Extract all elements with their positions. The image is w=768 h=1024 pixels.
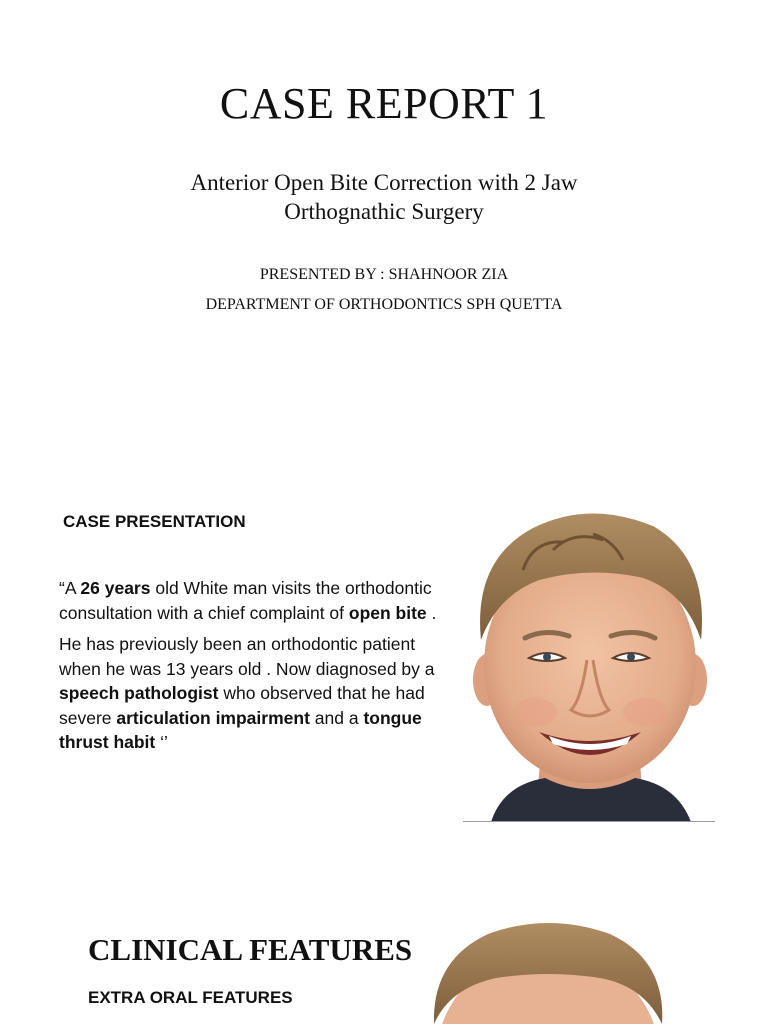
presenter-line: PRESENTED BY : SHAHNOOR ZIA xyxy=(259,266,509,283)
text-run: old White man visits the orthodontic consultation with a chief complaint of xyxy=(59,578,432,623)
case-presentation-slide xyxy=(0,440,768,860)
subtitle-line-1: Anterior Open Bite Correction with 2 Jaw xyxy=(190,170,578,195)
slide-subtitle xyxy=(134,168,634,226)
text-run: “A xyxy=(59,578,81,598)
text-run: He has previously been an orthodontic patient when he was 13 years old . Now diagnosed by a xyxy=(59,634,435,679)
title-slide xyxy=(0,0,768,420)
patient-photo xyxy=(463,500,715,822)
text-run: ‘’ xyxy=(155,732,168,752)
patient-age: 26 years xyxy=(80,578,151,598)
extra-oral-features-heading: EXTRA ORAL FEATURES xyxy=(88,988,293,1007)
photo-baseline-divider xyxy=(463,821,715,822)
finding-tongue-thrust: tongue thrust habit xyxy=(59,707,422,752)
department-line: DEPARTMENT OF ORTHODONTICS SPH QUETTA xyxy=(205,296,563,313)
diagnosed-by: speech pathologist xyxy=(59,683,219,703)
text-run: and a xyxy=(309,707,364,728)
case-presentation-heading: CASE PRESENTATION xyxy=(63,512,246,531)
case-presentation-body xyxy=(59,576,444,762)
text-run: . xyxy=(426,602,437,623)
case-paragraph-2 xyxy=(59,632,444,755)
slide-title: CASE REPORT 1 xyxy=(219,79,549,128)
clinical-features-slide xyxy=(0,880,768,1024)
clinical-features-heading: CLINICAL FEATURES xyxy=(88,932,413,967)
case-paragraph-1 xyxy=(59,576,444,625)
finding-articulation: articulation impairment xyxy=(116,707,310,728)
subtitle-line-2: Orthognathic Surgery xyxy=(284,199,484,224)
chief-complaint: open bite xyxy=(348,602,427,623)
patient-photo-partial xyxy=(428,920,668,1024)
text-run: who observed that he had severe xyxy=(59,683,425,728)
